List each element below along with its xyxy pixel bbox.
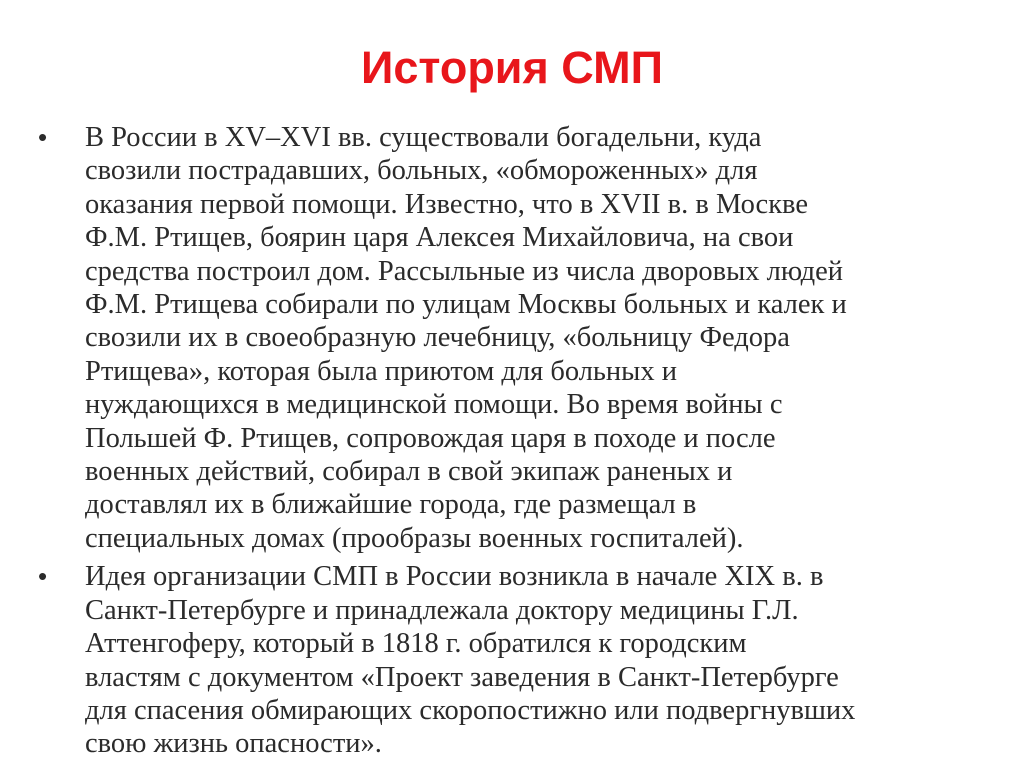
- bullet-1-line: свозили пострадавших, больных, «обмороженных» для: [85, 155, 758, 187]
- slide-title: История СМП: [361, 42, 663, 93]
- bullet-2-line: свою жизнь опасности».: [85, 728, 382, 760]
- bullet-2-line: для спасения обмирающих скоропостижно или подвергнувших: [85, 694, 856, 726]
- bullet-icon: •: [38, 122, 48, 152]
- bullet-1-line: Ртищева», которая была приютом для больных и: [85, 355, 677, 387]
- bullet-1-line: военных действий, собирал в свой экипаж раненых и: [85, 456, 733, 488]
- bullet-1-line: Ф.М. Ртищева собирали по улицам Москвы больных и калек и: [85, 289, 847, 321]
- bullet-item-2: [30, 560, 1020, 760]
- bullet-2-line: Аттенгоферу, который в 1818 г. обратился к городским: [85, 628, 747, 660]
- bullet-2-line: властям с документом «Проект заведения в Санкт-Петербурге: [85, 661, 839, 693]
- bullet-2-line: Идея организации СМП в России возникла в начале XIX в. в: [85, 561, 824, 593]
- bullet-item-1: [30, 121, 1020, 555]
- bullet-1-line: Ф.М. Ртищев, боярин царя Алексея Михайловича, на свои: [85, 222, 794, 254]
- bullet-2-line: Санкт-Петербурге и принадлежала доктору медицины Г.Л.: [85, 594, 799, 626]
- bullet-1-line: средства построил дом. Рассыльные из числа дворовых людей: [85, 255, 844, 287]
- bullet-1-line: свозили их в своеобразную лечебницу, «больницу Федора: [85, 322, 790, 354]
- bullet-1-line: В России в XV–XVI вв. существовали богадельни, куда: [85, 122, 762, 153]
- bullet-1-line: нуждающихся в медицинской помощи. Во время войны с: [85, 389, 783, 421]
- bullet-icon: •: [38, 561, 48, 592]
- bullet-list: [30, 121, 1020, 766]
- bullet-1-line: Польшей Ф. Ртищев, сопровождая царя в походе и после: [85, 422, 776, 454]
- bullet-1-line: оказания первой помощи. Известно, что в XVII в. в Москве: [85, 188, 808, 220]
- bullet-1-line: доставлял их в ближайшие города, где размещал в: [85, 489, 697, 521]
- bullet-1-line: специальных домах (прообразы военных госпиталей).: [85, 522, 744, 554]
